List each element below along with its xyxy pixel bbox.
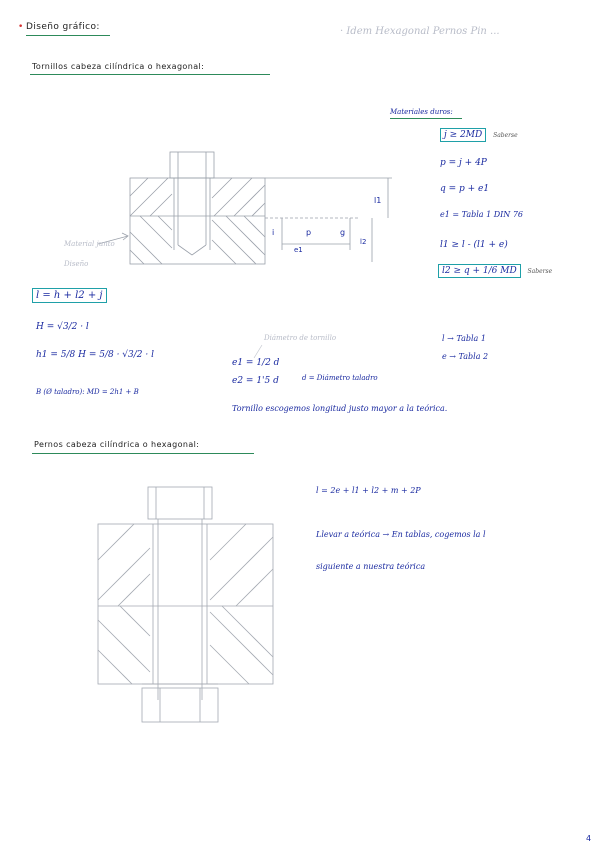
formula-e2-d: e2 = 1'5 d	[232, 376, 279, 386]
formula-H: H = √3/2 · l	[36, 322, 89, 332]
page-heading: Diseño gráfico:	[26, 22, 100, 32]
table-ref-2: e → Tabla 2	[442, 352, 489, 361]
formula-p: p = j + 4P	[440, 158, 487, 168]
annotation-l2: l2	[360, 238, 367, 246]
section2-title: Pernos cabeza cilíndrica o hexagonal:	[34, 440, 200, 449]
top-faint-note: · Idem Hexagonal Pernos Pin ...	[340, 26, 500, 37]
formula-e1-d: e1 = 1/2 d	[232, 358, 280, 368]
formula-e1: e1 = Tabla 1 DIN 76	[440, 210, 524, 219]
annotation-p: p	[306, 228, 312, 237]
formula-h1: h1 = 5/8 H = 5/8 · √3/2 · l	[36, 350, 154, 360]
heading-underline	[26, 35, 110, 36]
bolt-drawing	[98, 487, 273, 722]
formula-q: q = p + e1	[440, 184, 490, 194]
formula-j: j ≥ 2MD Saberse	[440, 130, 518, 140]
bolt-text-2: siguiente a nuestra teórica	[316, 562, 426, 571]
formula-l2: l2 ≥ q + 1/6 MD Saberse	[438, 266, 552, 276]
annotation-e1: e1	[294, 246, 303, 254]
annotation-g: g	[340, 228, 346, 237]
formula-l-total: l = h + l2 + j	[32, 290, 107, 301]
section1-underline	[30, 74, 270, 75]
formulas-title: Materiales duros:	[390, 108, 453, 116]
bolt-text-1: Llevar a teórica → En tablas, cogemos la l	[316, 530, 486, 539]
heading-bullet: •	[18, 22, 24, 32]
formula-l1: l1 ≥ l - (l1 + e)	[440, 240, 508, 250]
formula-MD: B (Ø taladro): MD = 2h1 + B	[36, 388, 139, 396]
section1-title: Tornillos cabeza cilíndrica o hexagonal:	[32, 62, 205, 71]
side-label-bottom: Diseño	[64, 260, 89, 268]
bolt-formula: l = 2e + l1 + l2 + m + 2P	[316, 486, 421, 495]
section2-underline	[32, 453, 254, 454]
page-number-mark: 4	[586, 834, 592, 843]
annotation-l1: l1	[374, 196, 382, 205]
faint-note: Diámetro de tornillo	[264, 334, 337, 342]
formulas-title-underline	[390, 118, 462, 119]
formula-d: d = Diámetro taladro	[302, 374, 378, 382]
annotation-i: i	[272, 228, 275, 237]
screw-drawing	[130, 152, 392, 264]
table-ref-1: l → Tabla 1	[442, 334, 486, 343]
conclusion-text: Tornillo escogemos longitud justo mayor a la teórica.	[232, 404, 448, 413]
side-label-top: Material junto	[64, 240, 115, 248]
